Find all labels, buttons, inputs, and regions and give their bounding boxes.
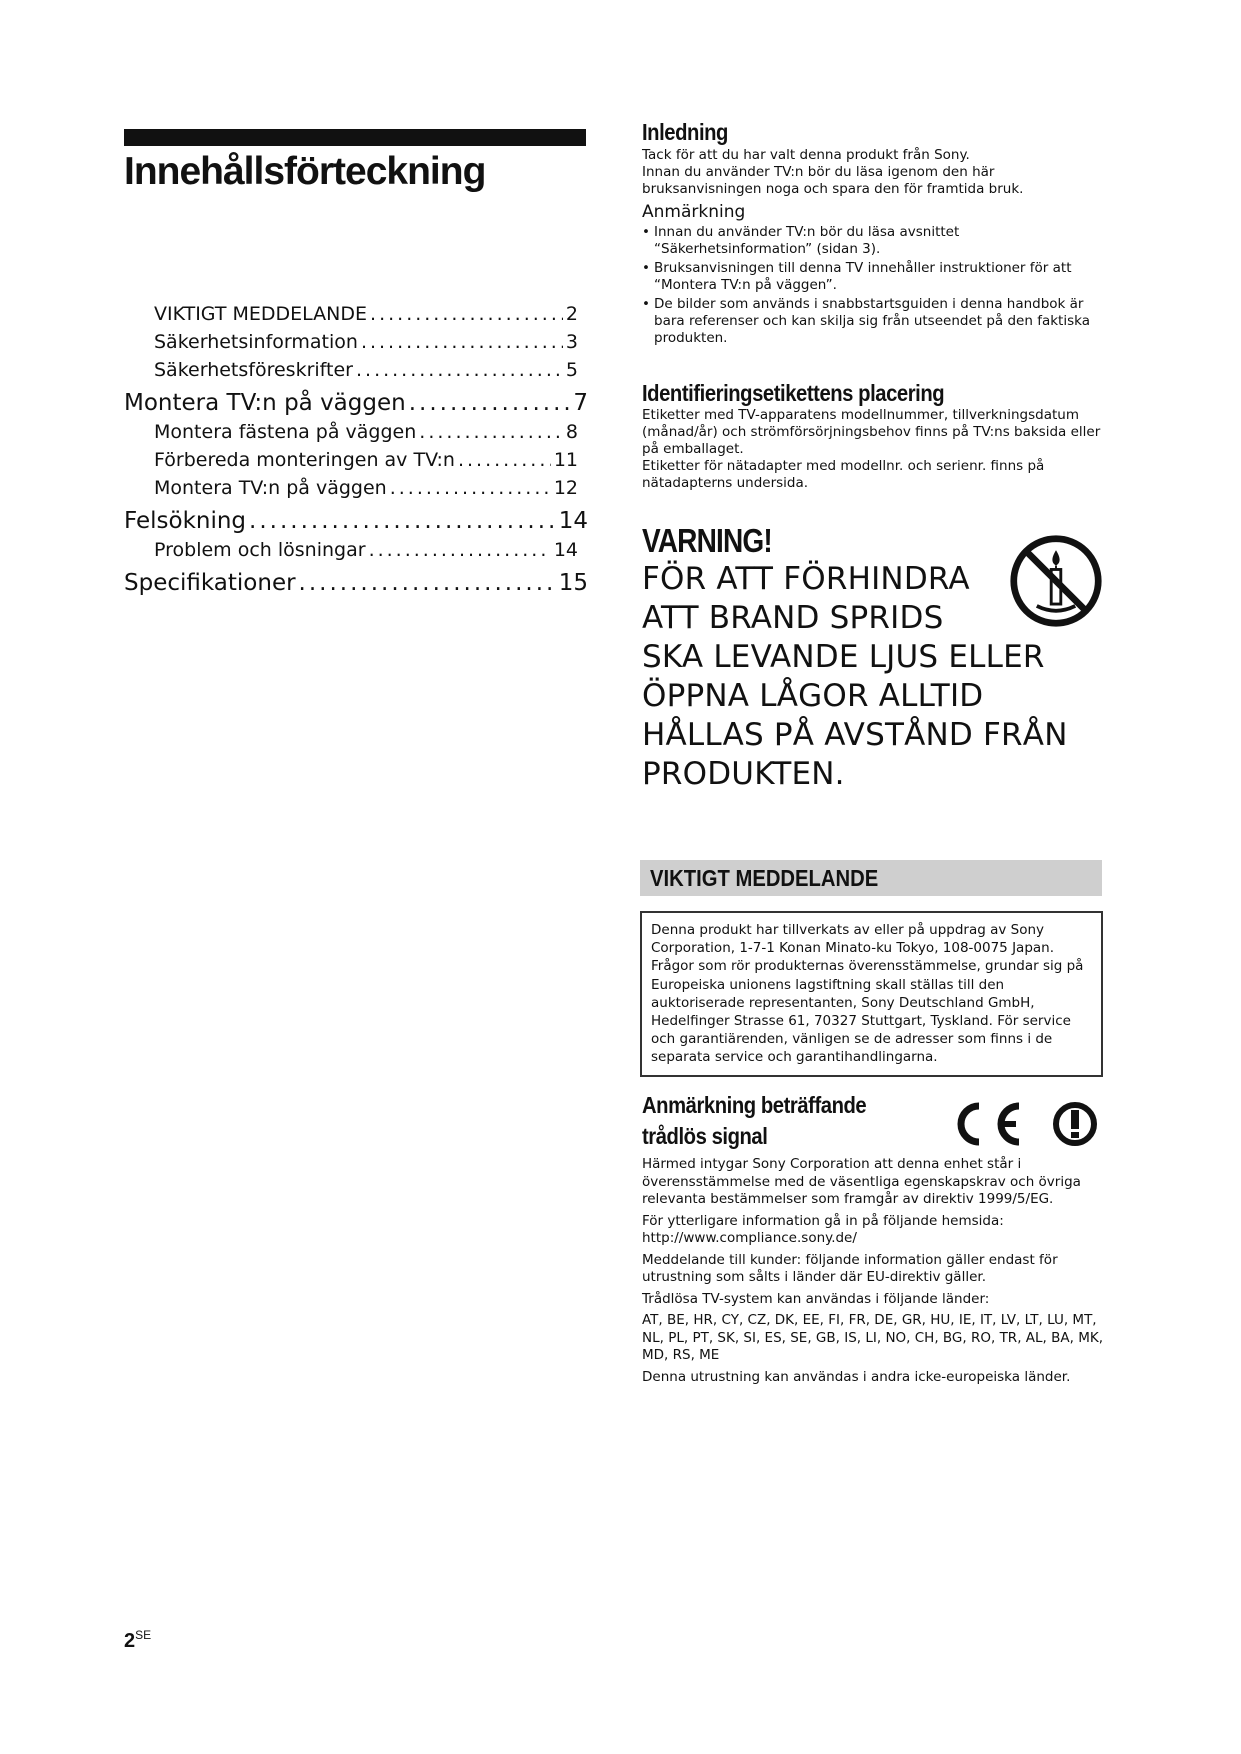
toc-entry[interactable] [124, 446, 588, 474]
note-heading: Anmärkning [642, 202, 746, 222]
toc-entry[interactable] [124, 356, 588, 384]
wireless-text [642, 1156, 1104, 1390]
toc-entry-page: 2 [565, 303, 578, 325]
toc-entry[interactable] [124, 474, 588, 502]
wireless-paragraph: Denna utrustning kan användas i andra icke-europeiska länder. [642, 1368, 1071, 1385]
toc-section[interactable] [124, 506, 588, 536]
toc-entry-label: Montera fästena på väggen [154, 421, 417, 443]
toc-entry-page: 8 [565, 421, 578, 443]
toc-entry-page: 5 [565, 359, 578, 381]
warning-line: ÖPPNA LÅGOR ALLTID [642, 678, 984, 714]
intro-section [642, 119, 1102, 349]
toc-section-label: Montera TV:n på väggen [124, 390, 406, 416]
toc-entry-label: Säkerhetsinformation [154, 331, 358, 353]
label-section [642, 380, 1102, 492]
label-heading: Identifieringsetikettens placering [642, 380, 945, 406]
intro-text: Tack för att du har valt denna produkt från Sony. [642, 147, 970, 163]
toc-entry-label: Montera TV:n på väggen [154, 477, 387, 499]
toc-section-page: 15 [558, 570, 588, 596]
note-item: • Bruksanvisningen till denna TV innehåller instruktioner för att “Montera TV:n på väggen”. [642, 260, 1102, 294]
wireless-paragraph: För ytterligare information gå in på följande hemsida: http://www.compliance.sony.de/ [642, 1212, 1004, 1246]
title-rule [124, 129, 586, 146]
toc-section[interactable] [124, 388, 588, 418]
notice-box: Denna produkt har tillverkats av eller på uppdrag av Sony Corporation, 1-7-1 Konan Minato-ku Tokyo, 108-0075 Japan. Frågor som rör produkternas överensstämmelse, grundar sig på Europeiska unionens lagstiftning skall ställas till den auktoriserade representanten, Sony Deutschland GmbH, Hedelfinger Strasse 61, 70327 Stuttgart, Tyskland. För service och garantiärenden, vänligen se de adresser som finns i de separata service och garantihandlingarna. [640, 911, 1103, 1077]
note-item: • De bilder som används i snabbstartsguiden i denna handbok är bara referenser och kan skilja sig från utseendet på den faktiska produkten. [642, 296, 1102, 347]
warning-line: FÖR ATT FÖRHINDRA [642, 561, 970, 597]
note-list [642, 224, 1102, 347]
toc-entry-label: Säkerhetsföreskrifter [154, 359, 353, 381]
toc-section-page: 14 [558, 508, 588, 534]
toc-section-page: 7 [573, 390, 588, 416]
warning-line: SKA LEVANDE LJUS ELLER [642, 639, 1045, 675]
wireless-paragraph: Härmed intygar Sony Corporation att denna enhet står i överensstämmelse med de väsentliga egenskapskrav och övriga relevanta bestämmelser som framgår av direktiv 1999/5/EG. [642, 1156, 1081, 1207]
wireless-paragraph: Meddelande till kunder: följande information gäller endast för utrustning som sålts i länder där EU-direktiv gäller. [642, 1251, 1058, 1285]
label-text: Etiketter för nätadapter med modellnr. och serienr. finns på nätadapterns undersida. [642, 458, 1045, 491]
wireless-paragraph: Trådlösa TV-system kan användas i följande länder: [642, 1290, 990, 1307]
warning-line: ATT BRAND SPRIDS [642, 600, 944, 636]
toc-entry-label: Problem och lösningar [154, 539, 366, 561]
toc-entry-page: 14 [553, 539, 578, 561]
intro-text: Innan du använder TV:n bör du läsa igenom den här bruksanvisningen noga och spara den för framtida bruk. [642, 164, 1024, 197]
ce-mark-icon [953, 1100, 1103, 1148]
toc-entry-page: 12 [553, 477, 578, 499]
wireless-heading: Anmärkning beträffande trådlös signal [642, 1092, 867, 1149]
toc-entry-label: VIKTIGT MEDDELANDE [154, 303, 368, 325]
warning-line: HÅLLAS PÅ AVSTÅND FRÅN [642, 717, 1068, 753]
table-of-contents [124, 300, 588, 598]
toc-entry[interactable] [124, 328, 588, 356]
label-text: Etiketter med TV-apparatens modellnummer, tillverkningsdatum (månad/år) och strömförsörjningsbehov finns på TV:ns baksida eller på emballaget. [642, 407, 1101, 457]
toc-entry[interactable] [124, 300, 588, 328]
toc-section[interactable] [124, 568, 588, 598]
toc-entry[interactable] [124, 418, 588, 446]
toc-entry[interactable] [124, 536, 588, 564]
notice-heading: VIKTIGT MEDDELANDE [650, 865, 879, 891]
country-list: AT, BE, HR, CY, CZ, DK, EE, FI, FR, DE, GR, HU, IE, IT, LV, LT, LU, MT, NL, PL, PT, SK, SI, ES, SE, GB, IS, LI, NO, CH, BG, RO, TR, AL, BA, MK, MD, RS, ME [642, 1312, 1103, 1363]
note-item: • Innan du använder TV:n bör du läsa avsnittet “Säkerhetsinformation” (sidan 3). [642, 224, 1102, 258]
toc-entry-page: 11 [553, 449, 578, 471]
intro-heading: Inledning [642, 119, 728, 145]
page-title: Innehållsförteckning [124, 150, 486, 193]
warning-heading: VARNING! [642, 522, 772, 559]
toc-entry-label: Förbereda monteringen av TV:n [154, 449, 455, 471]
toc-entry-page: 3 [565, 331, 578, 353]
toc-section-label: Felsökning [124, 508, 247, 534]
notice-heading-bar [640, 860, 1102, 896]
toc-section-label: Specifikationer [124, 570, 296, 596]
page-number: $2^{SE}$ [124, 1628, 152, 1652]
warning-line: PRODUKTEN. [642, 756, 845, 792]
no-open-flame-icon [1008, 533, 1104, 629]
alert-class2-icon [1056, 1105, 1094, 1143]
